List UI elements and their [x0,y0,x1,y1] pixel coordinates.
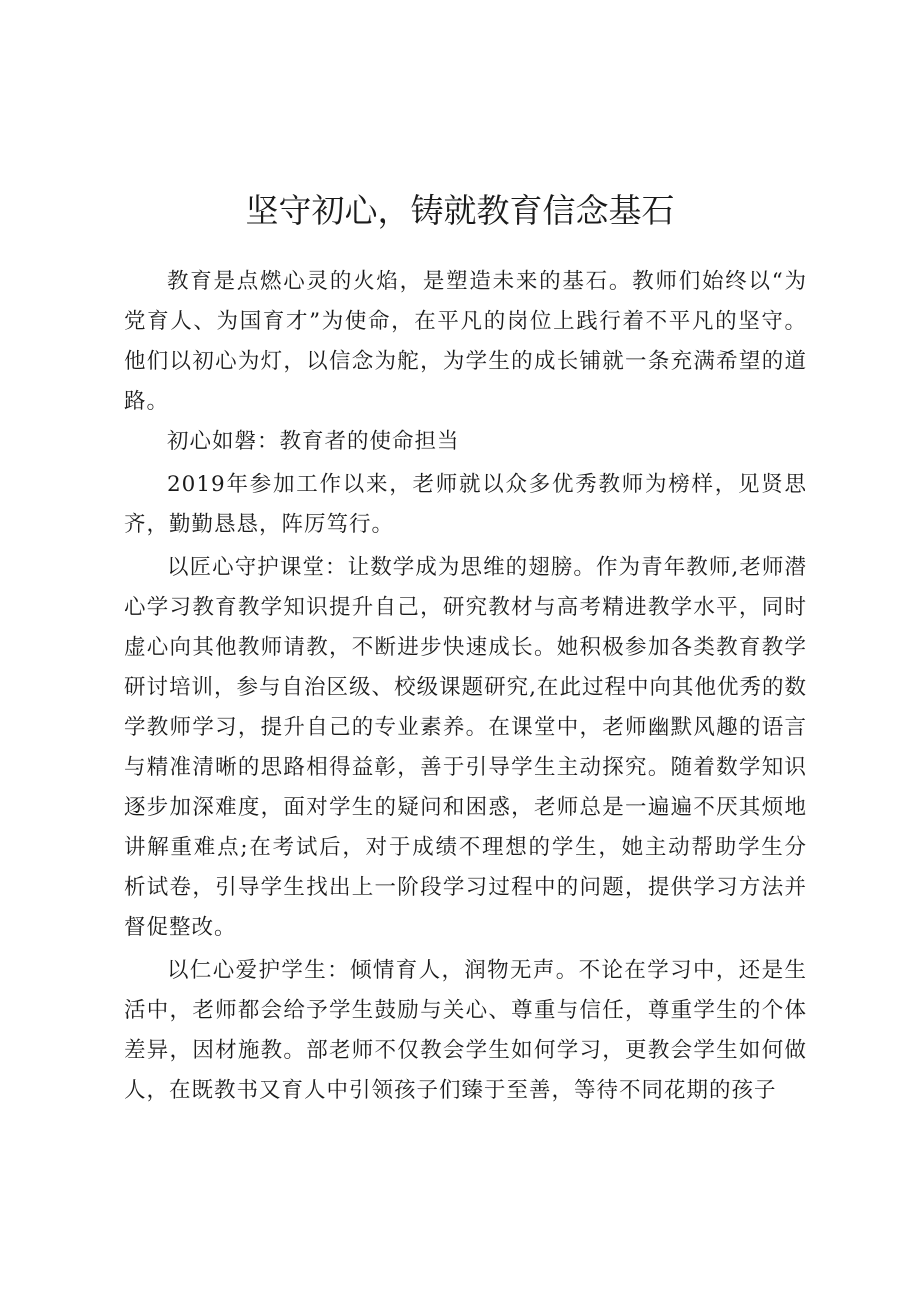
document-body [124,262,807,1111]
section-heading: 初心如磐：教育者的使命担当 [167,429,460,454]
body-paragraph: 以匠心守护课堂：让数学成为思维的翅膀。作为青年教师,老师潜心学习教育教学知识提升自己，研究教材与高考精进教学水平，同时虚心向其他教师请教，不断进步快速成长。她积极参加各类教育教学研讨培训，参与自治区级、校级课题研究,在此过程中向其他优秀的数学教师学习，提升自己的专业素养。在课堂中，老师幽默风趣的语言与精准清晰的思路相得益彰，善于引导学生主动探究。随着数学知识逐步加深难度，面对学生的疑问和困惑，老师总是一遍遍不厌其烦地讲解重难点;在考试后，对于成绩不理想的学生，她主动帮助学生分析试卷，引导学生找出上一阶段学习过程中的问题，提供学习方法并督促整改。 [124,555,807,940]
document-title: 坚守初心，铸就教育信念基石 [245,191,675,230]
body-paragraph: 2019年参加工作以来，老师就以众多优秀教师为榜样，见贤思齐，勤勤恳恳，阵厉笃行。 [124,472,807,537]
intro-paragraph: 教育是点燃心灵的火焰，是塑造未来的基石。教师们始终以“为党育人、为国育才”为使命，在平凡的岗位上践行着不平凡的坚守。他们以初心为灯，以信念为舵，为学生的成长铺就一条充满希望的道路。 [124,269,807,414]
body-paragraph: 以仁心爱护学生：倾情育人，润物无声。不论在学习中，还是生活中，老师都会给予学生鼓励与关心、尊重与信任，尊重学生的个体差异，因材施教。部老师不仅教会学生如何学习，更教会学生如何做人，在既教书又育人中引领孩子们臻于至善，等待不同花期的孩子 [124,958,807,1103]
